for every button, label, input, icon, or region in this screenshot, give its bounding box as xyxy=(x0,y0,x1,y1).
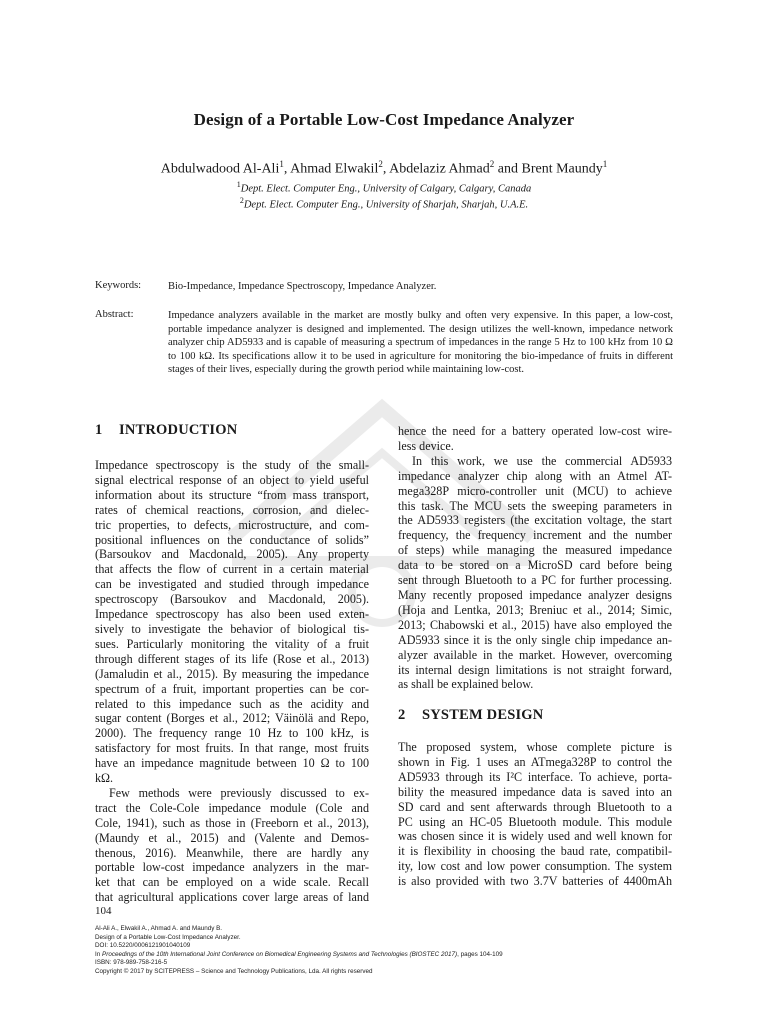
text-line: frequency, the frequency increment and the number xyxy=(398,528,672,543)
section-heading-introduction xyxy=(95,422,237,439)
text-line: Cole, 1941), such as those in (Freeborn et al., 2013), xyxy=(95,815,369,830)
affiliation-mark: 1 xyxy=(236,180,241,189)
text-line: hence the need for a battery operated low-cost wire- xyxy=(398,424,672,438)
text-line: Impedance spectroscopy has also been used exten- xyxy=(95,607,369,622)
text-line: rates of chemical reactions, corrosion, and dielec- xyxy=(95,502,369,517)
affiliation-1 xyxy=(0,180,768,195)
section-heading-system-design xyxy=(398,707,543,724)
text-line: The proposed system, whose complete picture is xyxy=(398,740,672,754)
text-line: data to be stored on a MicroSD card before being xyxy=(398,558,672,573)
text-line: tract the Cole-Cole impedance module (Cole and xyxy=(95,800,369,815)
keywords-label: Keywords: xyxy=(95,280,142,291)
text-line: was chosen since it is widely used and well known for xyxy=(398,829,672,844)
text-line: PC using an HC-05 Bluetooth module. This module xyxy=(398,814,672,829)
author-affiliation-mark: 1 xyxy=(602,159,608,169)
proceedings-pages: , pages 104-109 xyxy=(457,950,503,958)
text-line: less device. xyxy=(398,438,454,453)
section-number: 2 xyxy=(398,707,406,723)
text-line: sively to investigate the behavior of biological tis- xyxy=(95,621,369,636)
text-line: is also provided with two 3.7V batteries of 4400mAh xyxy=(398,874,672,889)
affiliation-2 xyxy=(0,196,768,211)
text-line: 2000). The frequency range 10 Hz to 100 kHz, is xyxy=(95,726,369,741)
text-line: sugar content (Borges et al., 2012; Väinölä and Repo, xyxy=(95,711,369,726)
text-line: through different stages of its life (Rose et al., 2013) xyxy=(95,651,369,666)
text-line: its internal design limitations is not straight forward, xyxy=(398,662,672,677)
text-line: sent through Bluetooth to a PC for further processing. xyxy=(398,573,672,588)
text-line: shown in Fig. 1 uses an ATmega328P to control the xyxy=(398,754,672,769)
citation-footer xyxy=(95,925,503,977)
text-line: ket that can be employed on a wide scale. Recall xyxy=(95,875,369,890)
text-line: it is flexibility in choosing the baud rate, compatibil- xyxy=(398,844,672,859)
copyright-notice: Copyright © 2017 by SCITEPRESS – Science and Technology Publications, Lda. All rights reserved xyxy=(95,967,373,975)
introduction-body-continued xyxy=(398,424,672,692)
text-line: (Jamaludin et al., 2015). By measuring the impedance xyxy=(95,666,369,681)
author-separator: , xyxy=(283,161,291,177)
text-line: that agricultural applications cover large areas of land xyxy=(95,890,369,905)
citation-proceedings xyxy=(95,951,503,960)
author-list xyxy=(0,159,768,178)
proceedings-prefix: In xyxy=(95,950,103,958)
affiliation-text: Dept. Elect. Computer Eng., University of Calgary, Calgary, Canada xyxy=(240,183,532,195)
author-separator: and xyxy=(494,161,522,177)
author-affiliation-mark: 2 xyxy=(378,159,383,169)
text-line: spectrum of a fruit, important properties can be cor- xyxy=(95,681,369,696)
text-line: AD5933 since it is the only single chip impedance an- xyxy=(398,632,672,647)
text-line: spectroscopy (Barsoukov and Macdonald, 2005). xyxy=(95,592,369,607)
paper-title: Design of a Portable Low-Cost Impedance Analyzer xyxy=(193,110,575,129)
text-line: mega328P micro-controller unit (MCU) to achieve xyxy=(398,483,672,498)
introduction-body xyxy=(95,458,369,905)
text-line: Many recently proposed impedance analyzer designs xyxy=(398,587,672,602)
author-name: Abdelaziz Ahmad xyxy=(389,161,490,177)
text-line: AD5933 through its I²C interface. To achieve, porta- xyxy=(398,769,672,784)
keywords-text: Bio-Impedance, Impedance Spectroscopy, Impedance Analyzer. xyxy=(168,281,437,292)
section-title: SYSTEM DESIGN xyxy=(422,707,544,723)
text-line: ity, low cost and low power consumption. The system xyxy=(398,859,672,874)
text-line: signal electrical response of an object to yield useful xyxy=(95,472,369,487)
text-line: satisfactory for most fruits. In that range, most fruits xyxy=(95,741,369,756)
text-line: bility the measured impedance data is saved into an xyxy=(398,784,672,799)
author-name: Ahmad Elwakil xyxy=(290,161,379,177)
page-number: 104 xyxy=(95,905,112,917)
abstract-text: Impedance analyzers available in the market are mostly bulky and often very expensive. In this paper, a low-cost, portable impedance analyzer is designed and implemented. The design utilizes the well-known, impedance network analyzer chip AD5933 and is capable of measuring a spectrum of impedances in the range 5 Hz to 100 kHz from 10 Ω to 100 kΩ. Its specifications allow it to be used in agriculture for monitoring the bio-impedance of fruits in different stages of their lives, especially during the growth period while maintaining low-cost. xyxy=(168,310,673,375)
citation-title: Design of a Portable Low-Cost Impedance Analyzer. xyxy=(95,933,241,941)
text-line: of steps) while managing the measured impedance xyxy=(398,543,672,558)
section-title: INTRODUCTION xyxy=(119,422,238,438)
citation-authors: Al-Ali A., Elwakil A., Ahmad A. and Maundy B. xyxy=(95,925,223,932)
text-line: alyzer available in the market. However, overcoming xyxy=(398,647,672,662)
text-line: impedance analyzer chip along with an Atmel AT- xyxy=(398,468,672,483)
text-line: the AD5933 registers (the excitation voltage, the start xyxy=(398,513,672,528)
text-line: this task. The MCU sets the sweeping parameters in xyxy=(398,498,672,513)
text-line: Impedance spectroscopy is the study of the small- xyxy=(95,458,369,472)
author-affiliation-mark: 1 xyxy=(279,159,284,169)
text-line: that affects the flow of current in a certain material xyxy=(95,562,369,577)
affiliation-text: Dept. Elect. Computer Eng., University of Sharjah, Sharjah, U.A.E. xyxy=(243,199,529,211)
author-separator: , xyxy=(382,161,390,177)
text-line: as shall be explained below. xyxy=(398,677,534,692)
section-number: 1 xyxy=(95,422,103,438)
text-line: Few methods were previously discussed to ex- xyxy=(109,785,369,800)
text-line: sues. Particularly monitoring the vitality of a fruit xyxy=(95,636,369,651)
affiliation-mark: 2 xyxy=(239,196,244,205)
author-name: Brent Maundy xyxy=(521,161,603,177)
text-line: tric properties, to defects, microstructure, and com- xyxy=(95,517,369,532)
text-line: thenous, 2016). Meanwhile, there are hardly any xyxy=(95,845,369,860)
text-line: portable low-cost impedance analyzers in the mar- xyxy=(95,860,369,875)
abstract-label: Abstract: xyxy=(95,309,134,320)
author-affiliation-mark: 2 xyxy=(489,159,495,169)
text-line: 2013; Chabowski et al., 2015) have also employed the xyxy=(398,617,672,632)
text-line: SD card and sent afterwards through Bluetooth to a xyxy=(398,799,672,814)
text-line: can be investigated and studied through impedance xyxy=(95,577,369,592)
text-line: positional influences on the conductance of solids” xyxy=(95,532,369,547)
text-line: have an impedance magnitude between 10 Ω to 100 xyxy=(95,756,369,771)
text-line: (Maundy et al., 2015) and (Valente and Demos- xyxy=(95,830,369,845)
system-design-body xyxy=(398,740,672,889)
text-line: related to this impedance such as the acidity and xyxy=(95,696,369,711)
citation-isbn: ISBN: 978-989-758-216-5 xyxy=(95,959,168,967)
text-line: (Hoja and Lentka, 2013; Breniuc et al., 2014; Simic, xyxy=(398,602,672,617)
text-line: kΩ. xyxy=(95,771,114,786)
text-line: information about its structure “from mass transport, xyxy=(95,487,369,502)
citation-doi: DOI: 10.5220/0006121901040109 xyxy=(95,942,191,950)
proceedings-title: Proceedings of the 10th International Joint Conference on Biomedical Engineering Systems and Technologies (BIOSTEC 2017) xyxy=(102,950,458,958)
author-name: Abdulwadood Al-Ali xyxy=(160,161,280,177)
text-line: (Barsoukov and Macdonald, 2005). Any property xyxy=(95,547,369,562)
text-line: In this work, we use the commercial AD5933 xyxy=(412,453,672,468)
